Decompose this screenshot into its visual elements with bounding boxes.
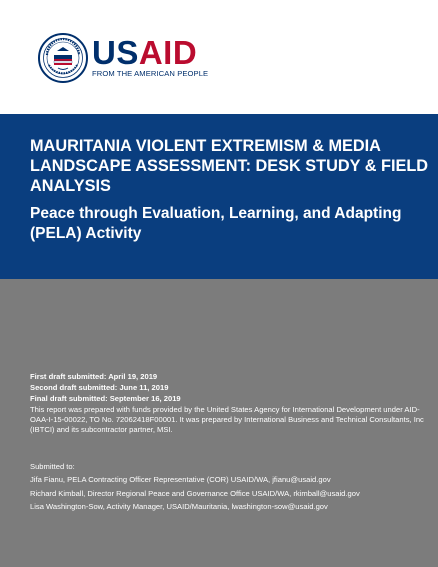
report-title: MAURITANIA VIOLENT EXTREMISM & MEDIA LANDSCAPE ASSESSMENT: DESK STUDY & FIELD ANALYSIS (30, 137, 429, 195)
second-draft-date: Second draft submitted: June 11, 2019 (30, 383, 169, 392)
draft-dates (30, 372, 430, 435)
report-subtitle: Peace through Evaluation, Learning, and Adapting (PELA) Activity (30, 205, 402, 242)
first-draft-date: First draft submitted: April 19, 2019 (30, 372, 158, 381)
logo-area (0, 0, 438, 114)
funding-note: This report was prepared with funds provided by the United States Agency for International Development under AID-OAA-I-15-00022, TO No. 72062418F00001. It was prepared by International Business and Technical Consultants, Inc (IBTCI) and its subcontractor partner, MSI. (30, 405, 424, 434)
wordmark-aid: AID (138, 34, 198, 71)
details-band (0, 279, 438, 567)
usaid-seal-icon (38, 33, 88, 83)
usaid-logo (38, 33, 208, 83)
submitted-to (30, 462, 430, 516)
recipient-line: Jifa Fianu, PELA Contracting Officer Representative (COR) USAID/WA, jfianu@usaid.gov (30, 475, 331, 484)
final-draft-date: Final draft submitted: September 16, 2019 (30, 394, 181, 403)
recipient-line: Richard Kimball, Director Regional Peace and Governance Office USAID/WA, rkimball@usaid.gov (30, 488, 360, 498)
usaid-wordmark (92, 34, 209, 78)
recipient-line: Lisa Washington-Sow, Activity Manager, USAID/Mauritania, lwashington-sow@usaid.gov (30, 502, 328, 511)
wordmark-us: US (92, 34, 139, 71)
wordmark-text (92, 34, 208, 71)
wordmark-tagline: FROM THE AMERICAN PEOPLE (92, 69, 209, 78)
title-band (0, 114, 438, 279)
submitted-to-heading: Submitted to: (30, 462, 75, 471)
